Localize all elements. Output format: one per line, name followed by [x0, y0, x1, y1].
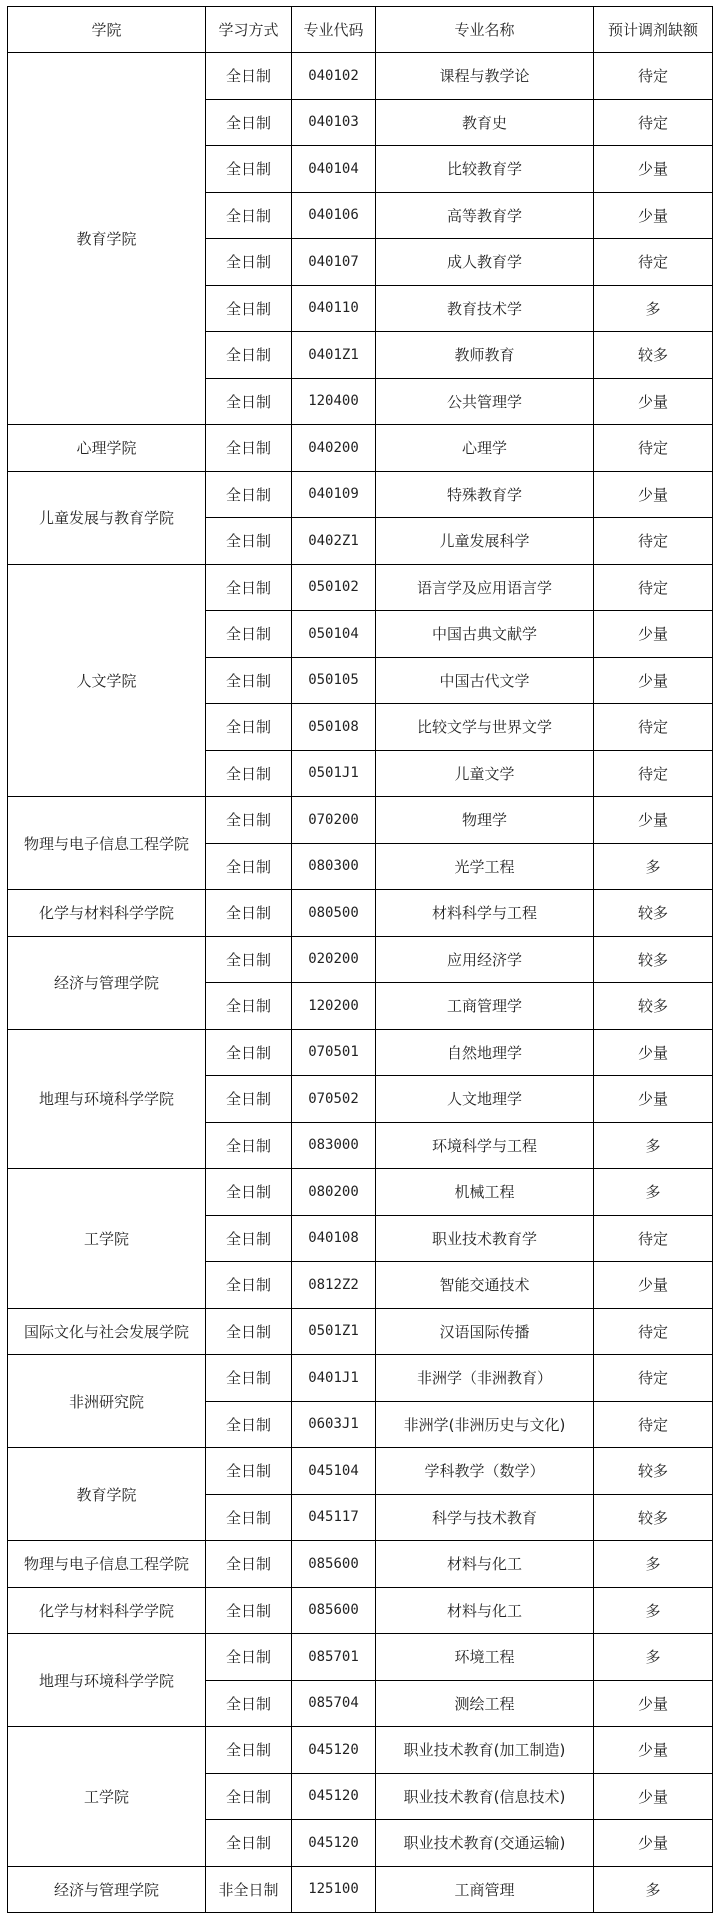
- major-name-cell: 汉语国际传播: [376, 1308, 594, 1355]
- expected-gap-cell: 待定: [594, 239, 713, 286]
- major-code-cell: 080300: [292, 843, 376, 890]
- major-name-cell: 儿童发展科学: [376, 518, 594, 565]
- major-code-cell: 045117: [292, 1494, 376, 1541]
- college-cell: 地理与环境科学学院: [8, 1634, 206, 1727]
- expected-gap-cell: 待定: [594, 53, 713, 100]
- major-name-cell: 公共管理学: [376, 378, 594, 425]
- college-cell: 化学与材料科学学院: [8, 890, 206, 937]
- college-cell: 人文学院: [8, 564, 206, 797]
- expected-gap-cell: 较多: [594, 1494, 713, 1541]
- study-mode-cell: 全日制: [206, 378, 292, 425]
- header-college: 学院: [8, 7, 206, 53]
- major-code-cell: 050104: [292, 611, 376, 658]
- study-mode-cell: 全日制: [206, 192, 292, 239]
- table-row: [8, 1308, 713, 1355]
- table-row: [8, 1634, 713, 1681]
- major-code-cell: 125100: [292, 1866, 376, 1913]
- table-row: [8, 890, 713, 937]
- major-code-cell: 0501Z1: [292, 1308, 376, 1355]
- study-mode-cell: 全日制: [206, 750, 292, 797]
- major-name-cell: 教师教育: [376, 332, 594, 379]
- header-row: [8, 7, 713, 53]
- table-container: [7, 6, 712, 1913]
- expected-gap-cell: 多: [594, 1122, 713, 1169]
- study-mode-cell: 全日制: [206, 1355, 292, 1402]
- major-code-cell: 040200: [292, 425, 376, 472]
- study-mode-cell: 全日制: [206, 890, 292, 937]
- study-mode-cell: 全日制: [206, 1122, 292, 1169]
- study-mode-cell: 全日制: [206, 1029, 292, 1076]
- study-mode-cell: 全日制: [206, 797, 292, 844]
- major-code-cell: 083000: [292, 1122, 376, 1169]
- major-name-cell: 工商管理: [376, 1866, 594, 1913]
- table-row: [8, 425, 713, 472]
- study-mode-cell: 全日制: [206, 471, 292, 518]
- college-cell: 经济与管理学院: [8, 936, 206, 1029]
- major-code-cell: 040107: [292, 239, 376, 286]
- study-mode-cell: 全日制: [206, 1727, 292, 1774]
- major-code-cell: 0501J1: [292, 750, 376, 797]
- major-name-cell: 自然地理学: [376, 1029, 594, 1076]
- expected-gap-cell: 少量: [594, 1029, 713, 1076]
- table-row: [8, 1541, 713, 1588]
- table-row: [8, 1355, 713, 1402]
- study-mode-cell: 全日制: [206, 1262, 292, 1309]
- expected-gap-cell: 多: [594, 1587, 713, 1634]
- study-mode-cell: 全日制: [206, 1494, 292, 1541]
- major-name-cell: 课程与教学论: [376, 53, 594, 100]
- expected-gap-cell: 少量: [594, 192, 713, 239]
- major-name-cell: 机械工程: [376, 1169, 594, 1216]
- college-cell: 心理学院: [8, 425, 206, 472]
- major-name-cell: 测绘工程: [376, 1680, 594, 1727]
- study-mode-cell: 全日制: [206, 983, 292, 1030]
- expected-gap-cell: 多: [594, 285, 713, 332]
- major-name-cell: 科学与技术教育: [376, 1494, 594, 1541]
- major-code-cell: 040110: [292, 285, 376, 332]
- major-name-cell: 学科教学（数学）: [376, 1448, 594, 1495]
- major-code-cell: 045120: [292, 1773, 376, 1820]
- major-name-cell: 材料与化工: [376, 1541, 594, 1588]
- major-name-cell: 教育技术学: [376, 285, 594, 332]
- major-code-cell: 0603J1: [292, 1401, 376, 1448]
- major-name-cell: 心理学: [376, 425, 594, 472]
- study-mode-cell: 全日制: [206, 704, 292, 751]
- major-name-cell: 中国古代文学: [376, 657, 594, 704]
- major-code-cell: 050102: [292, 564, 376, 611]
- header-expected-gap: 预计调剂缺额: [594, 7, 713, 53]
- study-mode-cell: 全日制: [206, 518, 292, 565]
- expected-gap-cell: 多: [594, 1866, 713, 1913]
- table-row: [8, 564, 713, 611]
- major-name-cell: 高等教育学: [376, 192, 594, 239]
- expected-gap-cell: 待定: [594, 564, 713, 611]
- expected-gap-cell: 待定: [594, 1308, 713, 1355]
- major-code-cell: 045120: [292, 1820, 376, 1867]
- major-code-cell: 080500: [292, 890, 376, 937]
- major-name-cell: 环境科学与工程: [376, 1122, 594, 1169]
- major-code-cell: 0401Z1: [292, 332, 376, 379]
- college-cell: 教育学院: [8, 1448, 206, 1541]
- table-row: [8, 1448, 713, 1495]
- major-code-cell: 040108: [292, 1215, 376, 1262]
- table-row: [8, 471, 713, 518]
- expected-gap-cell: 待定: [594, 425, 713, 472]
- major-code-cell: 045104: [292, 1448, 376, 1495]
- expected-gap-cell: 待定: [594, 1355, 713, 1402]
- major-code-cell: 020200: [292, 936, 376, 983]
- expected-gap-cell: 较多: [594, 983, 713, 1030]
- study-mode-cell: 全日制: [206, 146, 292, 193]
- expected-gap-cell: 少量: [594, 611, 713, 658]
- expected-gap-cell: 待定: [594, 704, 713, 751]
- major-name-cell: 非洲学（非洲教育）: [376, 1355, 594, 1402]
- study-mode-cell: 全日制: [206, 1680, 292, 1727]
- study-mode-cell: 全日制: [206, 1169, 292, 1216]
- college-cell: 工学院: [8, 1169, 206, 1309]
- table-row: [8, 1029, 713, 1076]
- expected-gap-cell: 少量: [594, 1727, 713, 1774]
- table-row: [8, 1727, 713, 1774]
- major-code-cell: 080200: [292, 1169, 376, 1216]
- study-mode-cell: 全日制: [206, 936, 292, 983]
- major-code-cell: 085704: [292, 1680, 376, 1727]
- college-cell: 化学与材料科学学院: [8, 1587, 206, 1634]
- major-name-cell: 智能交通技术: [376, 1262, 594, 1309]
- major-code-cell: 050108: [292, 704, 376, 751]
- college-cell: 国际文化与社会发展学院: [8, 1308, 206, 1355]
- major-name-cell: 职业技术教育(信息技术): [376, 1773, 594, 1820]
- header-major-name: 专业名称: [376, 7, 594, 53]
- expected-gap-cell: 待定: [594, 99, 713, 146]
- expected-gap-cell: 少量: [594, 1680, 713, 1727]
- study-mode-cell: 全日制: [206, 99, 292, 146]
- adjustment-table: [7, 6, 713, 1913]
- study-mode-cell: 全日制: [206, 1076, 292, 1123]
- major-code-cell: 085600: [292, 1541, 376, 1588]
- expected-gap-cell: 多: [594, 843, 713, 890]
- study-mode-cell: 全日制: [206, 1634, 292, 1681]
- study-mode-cell: 全日制: [206, 1773, 292, 1820]
- study-mode-cell: 全日制: [206, 53, 292, 100]
- college-cell: 教育学院: [8, 53, 206, 425]
- major-code-cell: 0401J1: [292, 1355, 376, 1402]
- major-name-cell: 职业技术教育(加工制造): [376, 1727, 594, 1774]
- study-mode-cell: 全日制: [206, 425, 292, 472]
- table-row: [8, 53, 713, 100]
- expected-gap-cell: 少量: [594, 1820, 713, 1867]
- major-name-cell: 比较教育学: [376, 146, 594, 193]
- study-mode-cell: 全日制: [206, 564, 292, 611]
- expected-gap-cell: 少量: [594, 471, 713, 518]
- table-body: [8, 53, 713, 1913]
- major-name-cell: 比较文学与世界文学: [376, 704, 594, 751]
- table-row: [8, 797, 713, 844]
- expected-gap-cell: 较多: [594, 936, 713, 983]
- expected-gap-cell: 较多: [594, 890, 713, 937]
- major-code-cell: 085600: [292, 1587, 376, 1634]
- major-code-cell: 040102: [292, 53, 376, 100]
- major-code-cell: 045120: [292, 1727, 376, 1774]
- major-name-cell: 物理学: [376, 797, 594, 844]
- expected-gap-cell: 待定: [594, 1215, 713, 1262]
- college-cell: 经济与管理学院: [8, 1866, 206, 1913]
- expected-gap-cell: 待定: [594, 1401, 713, 1448]
- major-name-cell: 儿童文学: [376, 750, 594, 797]
- header-study-mode: 学习方式: [206, 7, 292, 53]
- expected-gap-cell: 多: [594, 1169, 713, 1216]
- expected-gap-cell: 多: [594, 1541, 713, 1588]
- college-cell: 儿童发展与教育学院: [8, 471, 206, 564]
- major-name-cell: 教育史: [376, 99, 594, 146]
- expected-gap-cell: 多: [594, 1634, 713, 1681]
- major-code-cell: 070501: [292, 1029, 376, 1076]
- header-major-code: 专业代码: [292, 7, 376, 53]
- expected-gap-cell: 少量: [594, 1773, 713, 1820]
- study-mode-cell: 全日制: [206, 1587, 292, 1634]
- major-code-cell: 120400: [292, 378, 376, 425]
- expected-gap-cell: 较多: [594, 1448, 713, 1495]
- study-mode-cell: 全日制: [206, 1215, 292, 1262]
- major-name-cell: 语言学及应用语言学: [376, 564, 594, 611]
- major-name-cell: 光学工程: [376, 843, 594, 890]
- study-mode-cell: 全日制: [206, 1448, 292, 1495]
- study-mode-cell: 全日制: [206, 1308, 292, 1355]
- major-name-cell: 成人教育学: [376, 239, 594, 286]
- study-mode-cell: 全日制: [206, 1820, 292, 1867]
- major-name-cell: 非洲学(非洲历史与文化): [376, 1401, 594, 1448]
- study-mode-cell: 全日制: [206, 1401, 292, 1448]
- major-name-cell: 特殊教育学: [376, 471, 594, 518]
- major-name-cell: 职业技术教育学: [376, 1215, 594, 1262]
- major-code-cell: 040104: [292, 146, 376, 193]
- study-mode-cell: 非全日制: [206, 1866, 292, 1913]
- study-mode-cell: 全日制: [206, 843, 292, 890]
- study-mode-cell: 全日制: [206, 285, 292, 332]
- major-name-cell: 应用经济学: [376, 936, 594, 983]
- major-name-cell: 环境工程: [376, 1634, 594, 1681]
- college-cell: 物理与电子信息工程学院: [8, 797, 206, 890]
- college-cell: 工学院: [8, 1727, 206, 1867]
- table-row: [8, 1866, 713, 1913]
- major-name-cell: 人文地理学: [376, 1076, 594, 1123]
- college-cell: 地理与环境科学学院: [8, 1029, 206, 1169]
- major-code-cell: 070200: [292, 797, 376, 844]
- college-cell: 非洲研究院: [8, 1355, 206, 1448]
- expected-gap-cell: 少量: [594, 657, 713, 704]
- expected-gap-cell: 少量: [594, 146, 713, 193]
- study-mode-cell: 全日制: [206, 332, 292, 379]
- expected-gap-cell: 待定: [594, 518, 713, 565]
- major-code-cell: 0402Z1: [292, 518, 376, 565]
- table-row: [8, 1587, 713, 1634]
- major-code-cell: 040103: [292, 99, 376, 146]
- major-code-cell: 085701: [292, 1634, 376, 1681]
- major-code-cell: 040109: [292, 471, 376, 518]
- expected-gap-cell: 待定: [594, 750, 713, 797]
- major-code-cell: 0812Z2: [292, 1262, 376, 1309]
- major-name-cell: 材料与化工: [376, 1587, 594, 1634]
- major-code-cell: 070502: [292, 1076, 376, 1123]
- expected-gap-cell: 少量: [594, 797, 713, 844]
- major-name-cell: 中国古典文献学: [376, 611, 594, 658]
- study-mode-cell: 全日制: [206, 657, 292, 704]
- major-name-cell: 工商管理学: [376, 983, 594, 1030]
- expected-gap-cell: 少量: [594, 1076, 713, 1123]
- major-code-cell: 050105: [292, 657, 376, 704]
- college-cell: 物理与电子信息工程学院: [8, 1541, 206, 1588]
- expected-gap-cell: 少量: [594, 378, 713, 425]
- table-row: [8, 936, 713, 983]
- expected-gap-cell: 较多: [594, 332, 713, 379]
- major-name-cell: 材料科学与工程: [376, 890, 594, 937]
- major-code-cell: 120200: [292, 983, 376, 1030]
- table-row: [8, 1169, 713, 1216]
- study-mode-cell: 全日制: [206, 1541, 292, 1588]
- major-name-cell: 职业技术教育(交通运输): [376, 1820, 594, 1867]
- study-mode-cell: 全日制: [206, 611, 292, 658]
- study-mode-cell: 全日制: [206, 239, 292, 286]
- expected-gap-cell: 少量: [594, 1262, 713, 1309]
- major-code-cell: 040106: [292, 192, 376, 239]
